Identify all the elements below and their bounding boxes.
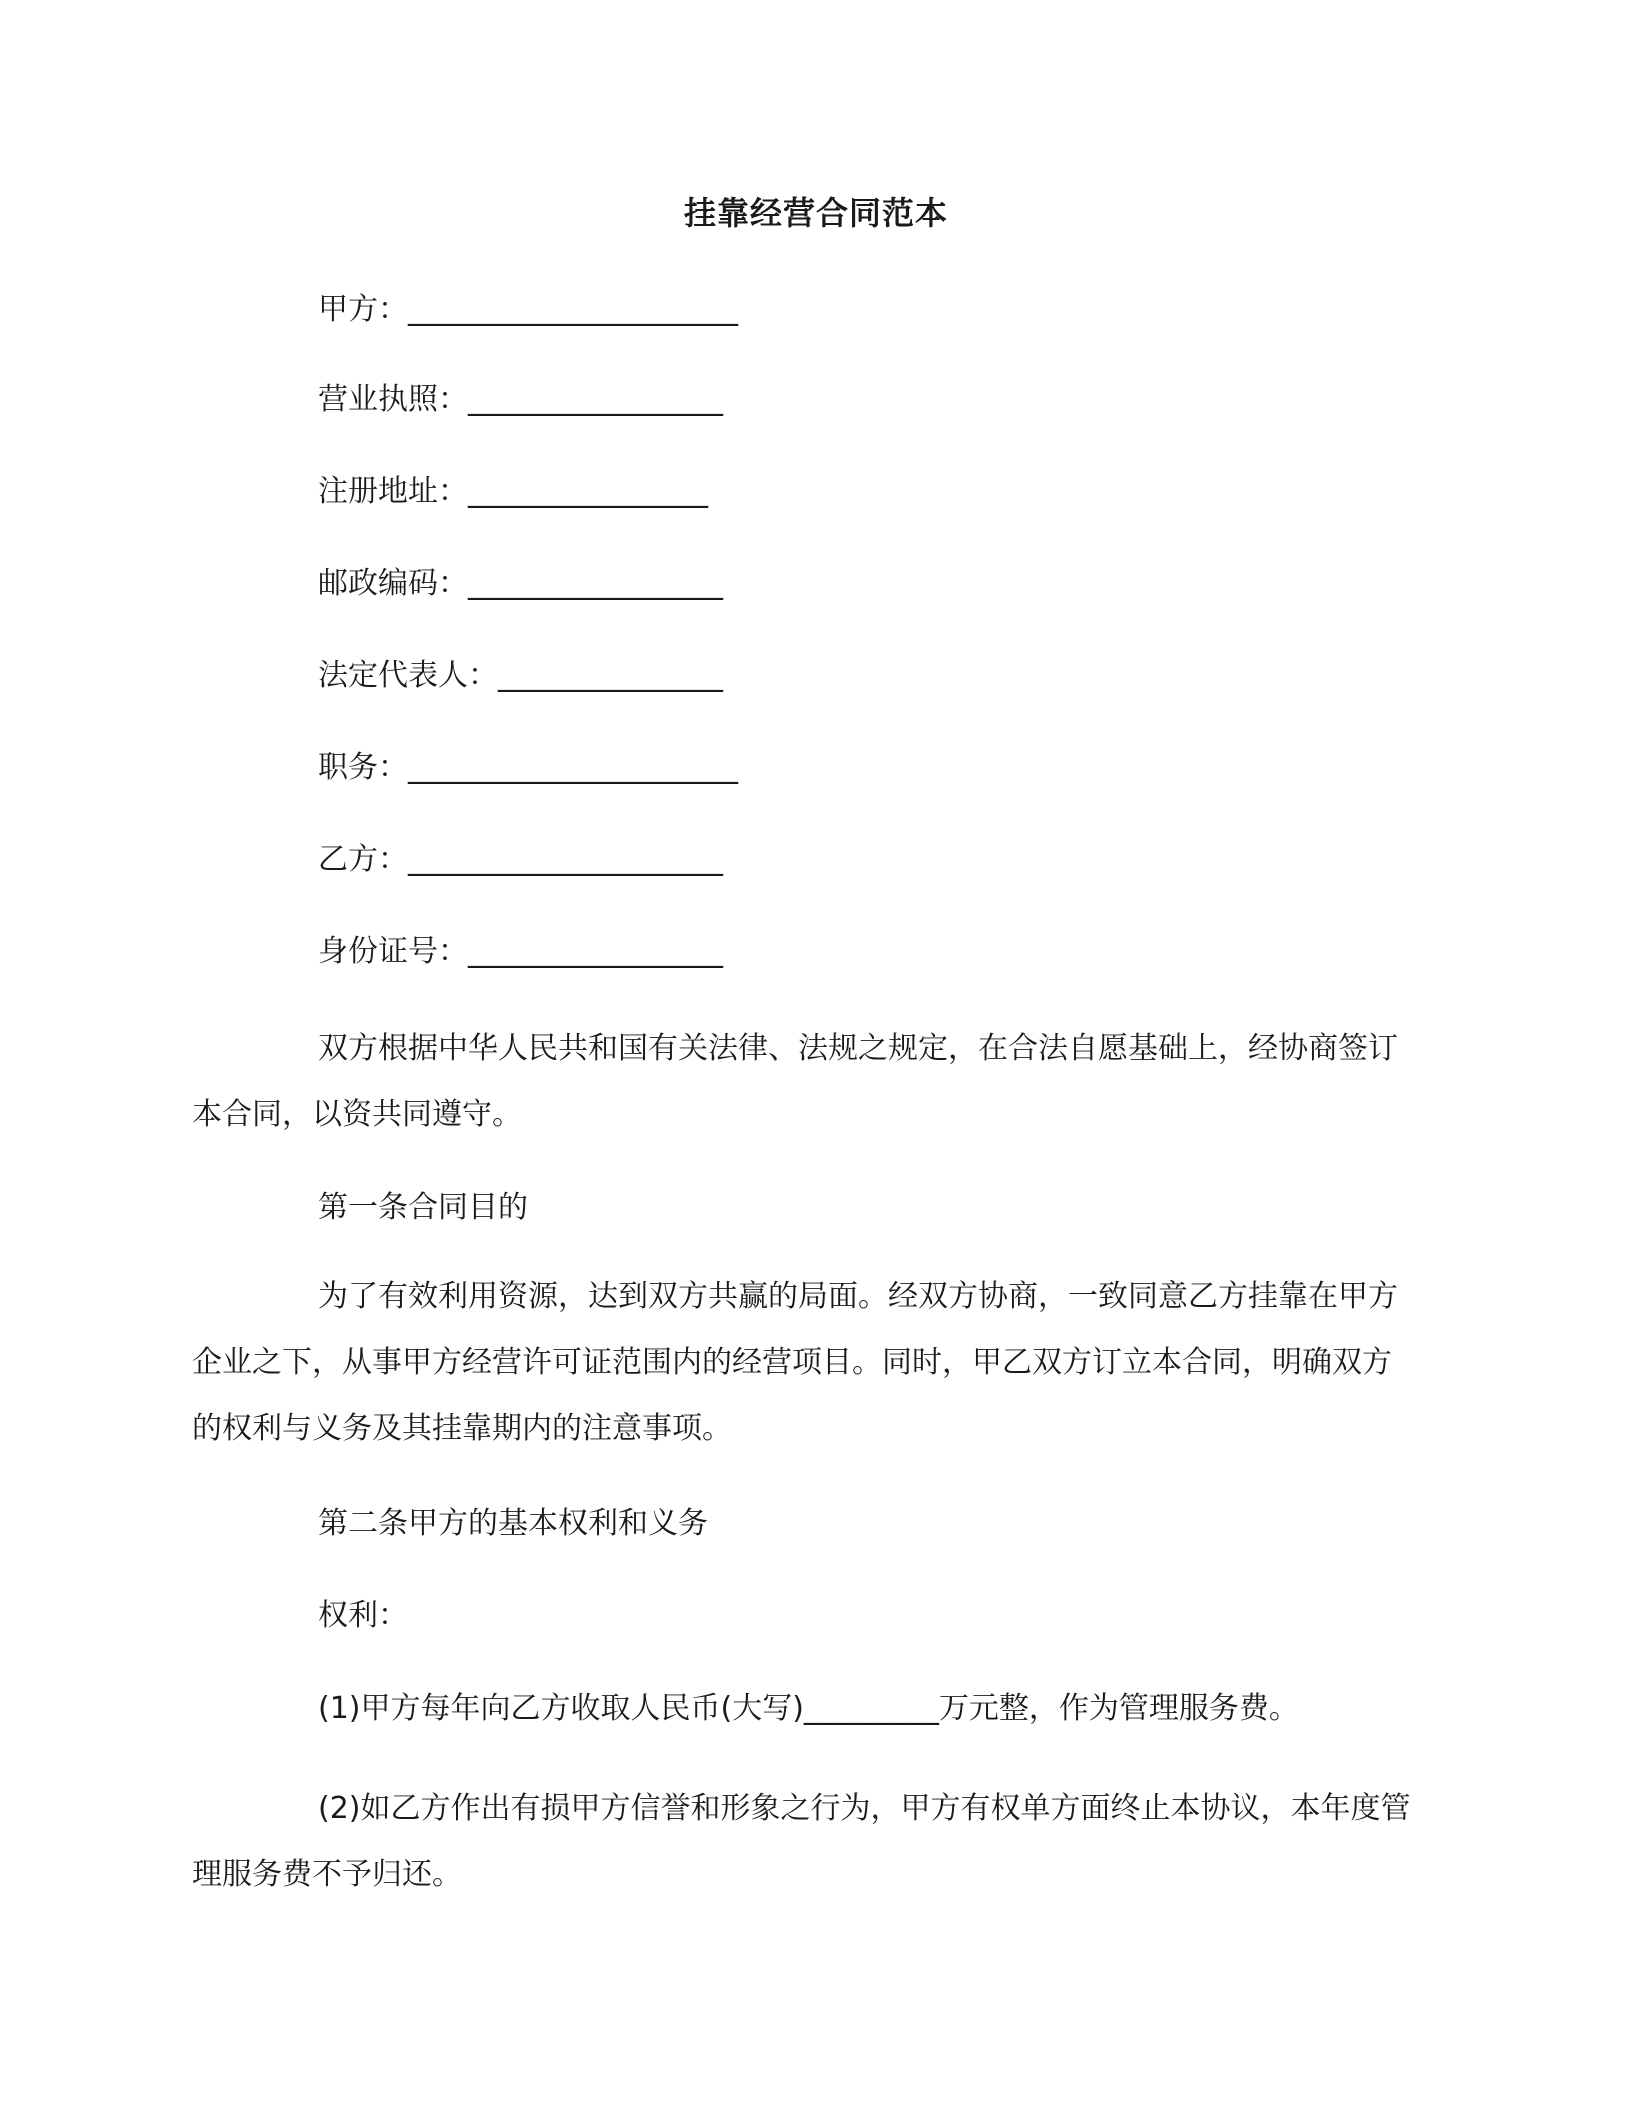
right-item-2: (2)如乙方作出有损甲方信誉和形象之行为，甲方有权单方面终止本协议，本年度管理服务费不予归还。 (192, 1791, 1411, 1892)
party-b-field: 乙方：_____________________ (318, 842, 723, 877)
id-number-field: 身份证号：_________________ (318, 934, 723, 969)
legal-representative-field: 法定代表人：_______________ (318, 658, 723, 693)
article-2-heading: 第二条甲方的基本权利和义务 (318, 1506, 708, 1541)
article-1-heading: 第一条合同目的 (318, 1190, 528, 1225)
document-title: 挂靠经营合同范本 (683, 194, 948, 232)
right-item-1: (1)甲方每年向乙方收取人民币(大写)_________万元整，作为管理服务费。 (318, 1691, 1299, 1726)
rights-label: 权利： (318, 1598, 408, 1633)
article-1-body: 为了有效利用资源，达到双方共赢的局面。经双方协商，一致同意乙方挂靠在甲方企业之下，从事甲方经营许可证范围内的经营项目。同时，甲乙双方订立本合同，明确双方的权利与义务及其挂靠期内的注意事项。 (192, 1279, 1398, 1446)
registered-address-field: 注册地址：________________ (318, 474, 708, 509)
intro-paragraph: 双方根据中华人民共和国有关法律、法规之规定，在合法自愿基础上，经协商签订本合同，以资共同遵守。 (192, 1031, 1398, 1132)
postal-code-field: 邮政编码：_________________ (318, 566, 723, 601)
position-field: 职务：______________________ (318, 750, 738, 785)
party-a-field: 甲方：______________________ (318, 292, 738, 327)
business-license-field: 营业执照：_________________ (318, 382, 723, 417)
